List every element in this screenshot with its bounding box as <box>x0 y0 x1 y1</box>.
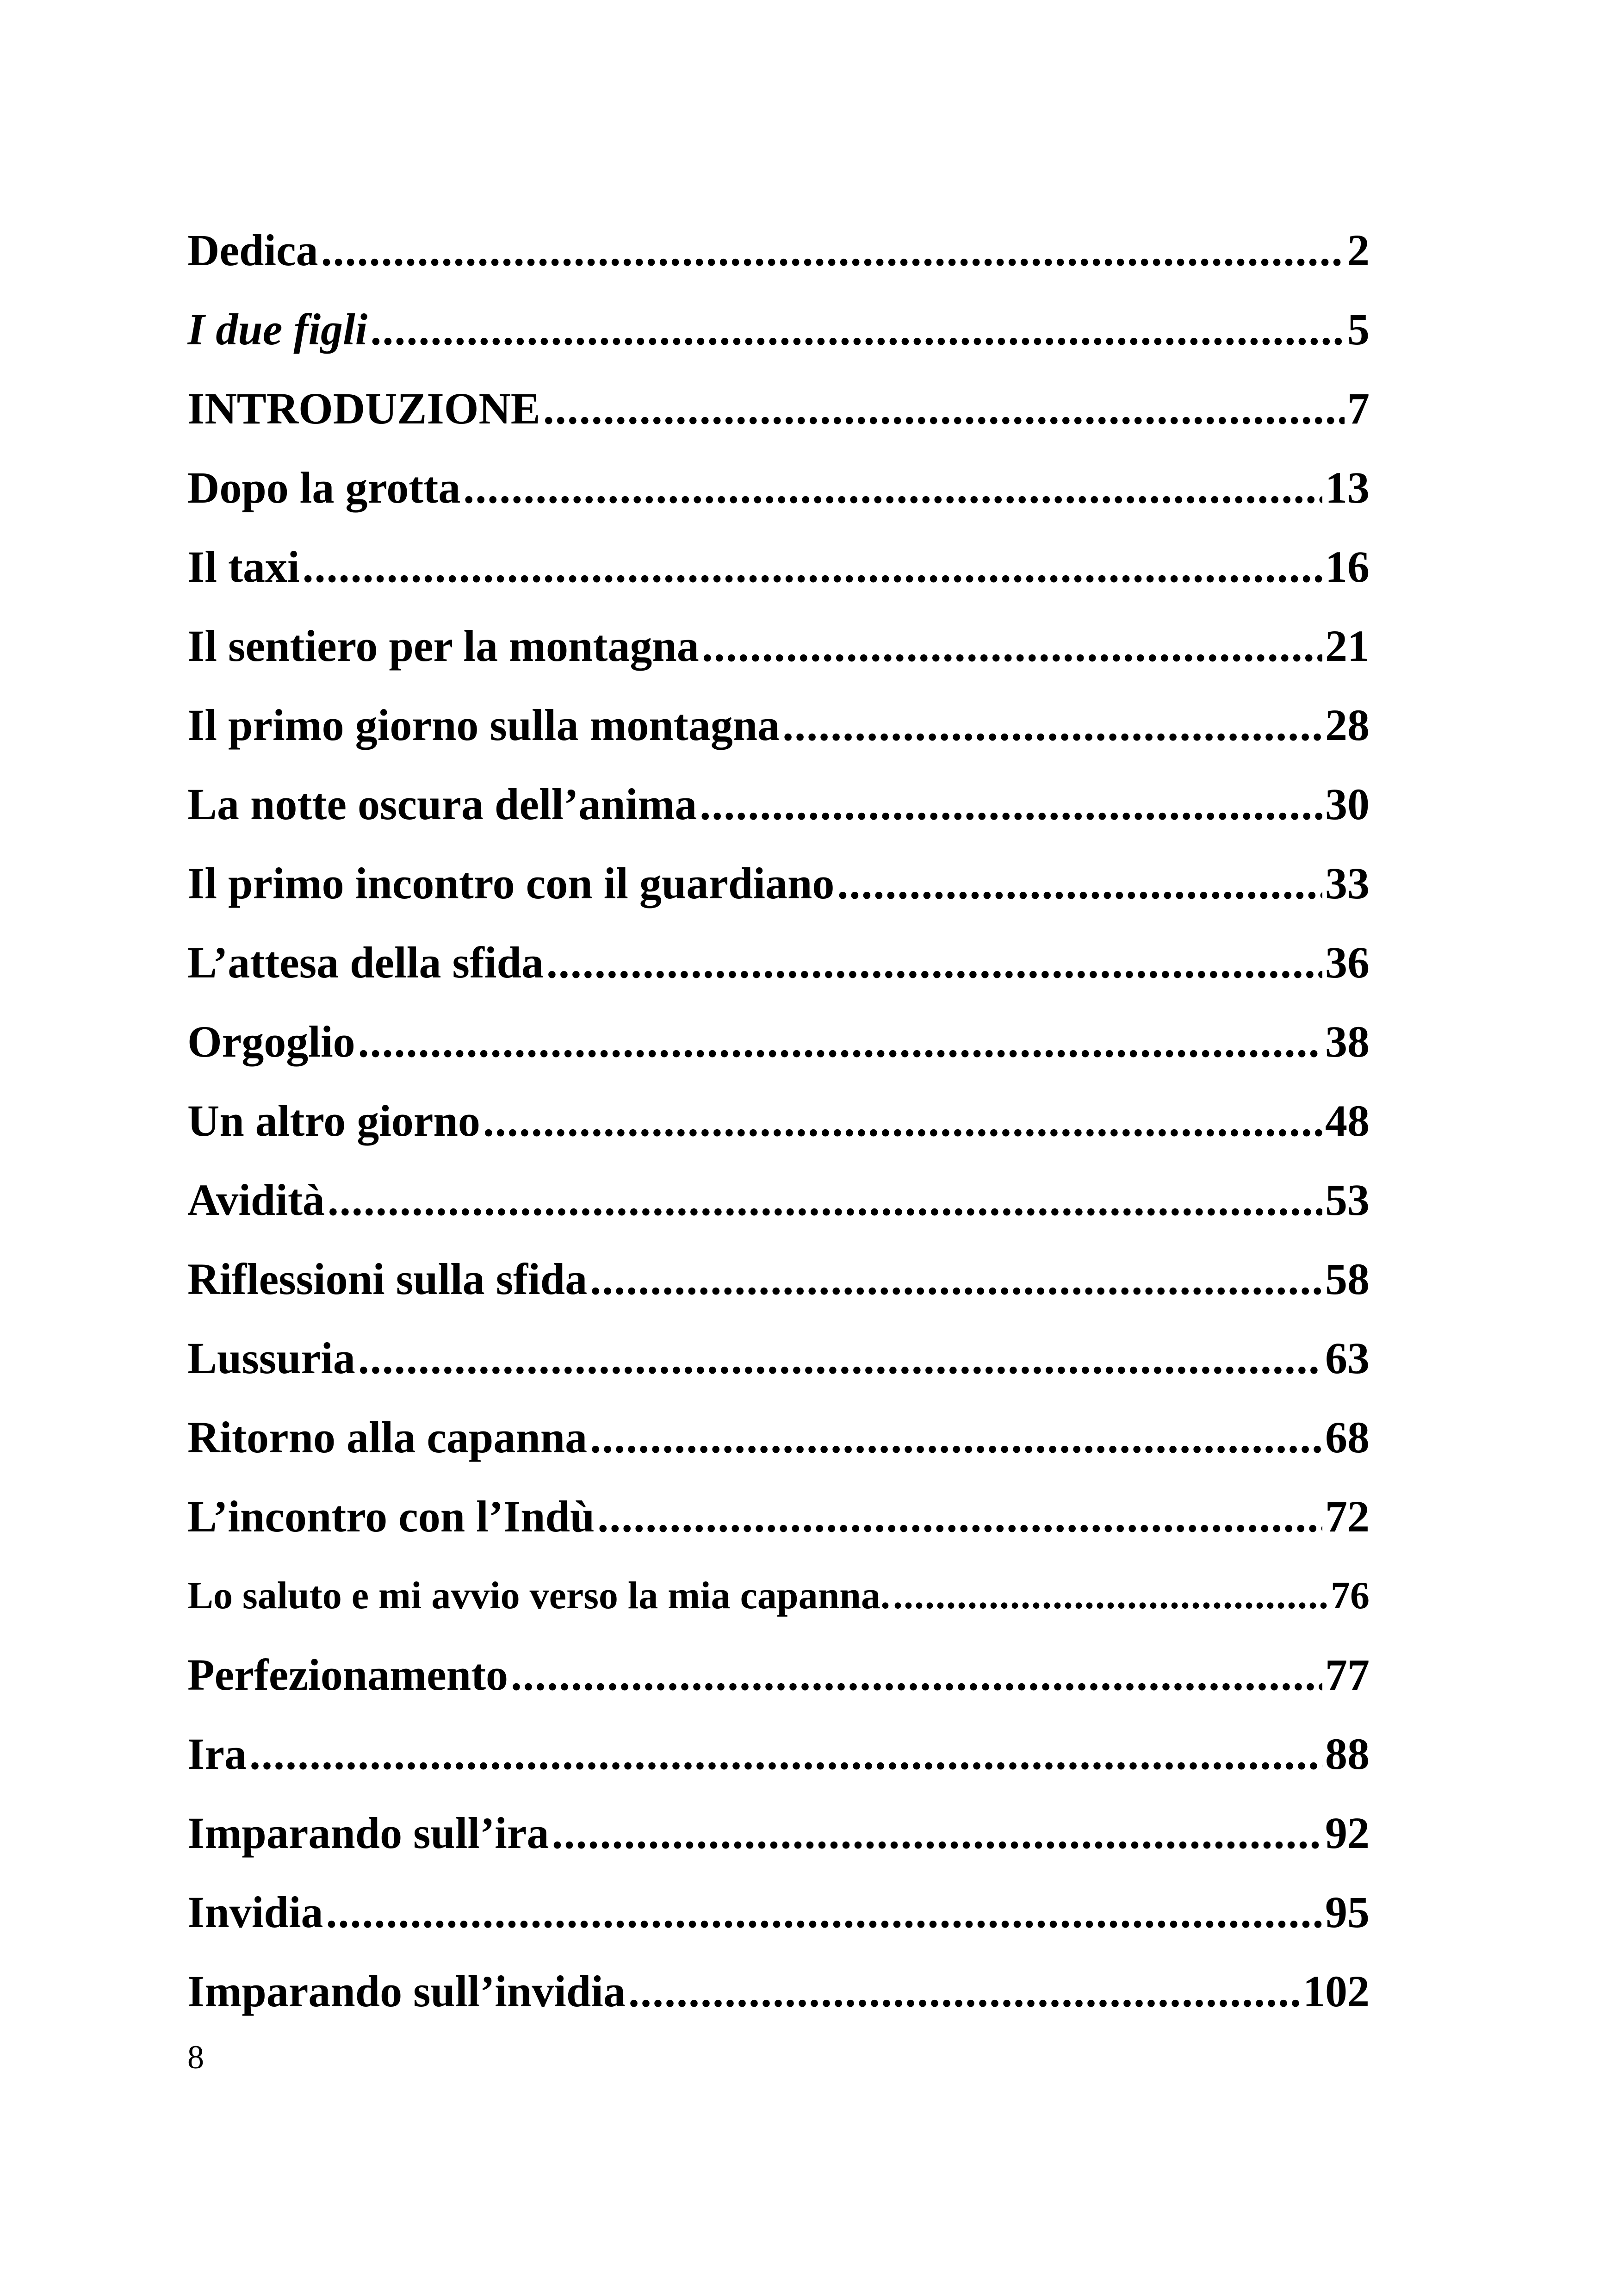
toc-entry-page: 30 <box>1325 779 1370 829</box>
toc-entry[interactable] <box>187 1002 1370 1081</box>
toc-entry-title: Il sentiero per la montagna <box>187 621 699 671</box>
toc-entry-page: 77 <box>1325 1650 1370 1699</box>
toc-entry[interactable] <box>187 290 1370 369</box>
toc-entry-title: L’attesa della sfida <box>187 938 544 987</box>
toc-entry-title: Invidia <box>187 1887 323 1937</box>
dot-leader <box>483 1081 1322 1160</box>
toc-entry-title: Imparando sull’invidia <box>187 1966 626 2016</box>
toc-entry-title: L’incontro con l’Indù <box>187 1492 595 1541</box>
toc-entry-title: Avidità <box>187 1175 325 1225</box>
toc-entry-page: 2 <box>1347 225 1370 275</box>
toc-entry-page: 76 <box>1331 1574 1370 1617</box>
toc-entry-page: 88 <box>1325 1729 1370 1779</box>
toc-entry-title: Lo saluto e mi avvio verso la mia capanna. <box>187 1574 891 1617</box>
toc-entry[interactable] <box>187 1477 1370 1556</box>
toc-entry-title: Un altro giorno <box>187 1096 480 1145</box>
dot-leader <box>303 527 1322 606</box>
dot-leader <box>782 685 1322 765</box>
toc-entry-title: Lussuria <box>187 1333 355 1383</box>
toc-entry-page: 72 <box>1325 1492 1370 1541</box>
toc-entry-title: I due figli <box>187 305 368 354</box>
dot-leader <box>358 1319 1322 1398</box>
toc-entry-title: La notte oscura dell’anima <box>187 779 697 829</box>
toc-entry-title: Orgoglio <box>187 1017 355 1066</box>
toc-entry[interactable] <box>187 606 1370 685</box>
toc-entry-page: 102 <box>1303 1966 1370 2016</box>
toc-entry-page: 38 <box>1325 1017 1370 1066</box>
toc-entry-page: 53 <box>1325 1175 1370 1225</box>
dot-leader <box>700 765 1322 844</box>
toc-entry[interactable] <box>187 1160 1370 1239</box>
toc-entry-page: 95 <box>1325 1887 1370 1937</box>
dot-leader <box>543 369 1345 448</box>
toc-entry-page: 21 <box>1325 621 1370 671</box>
toc-entry[interactable] <box>187 1714 1370 1793</box>
toc-entry-title: Dopo la grotta <box>187 463 461 512</box>
toc-entry-page: 33 <box>1325 859 1370 908</box>
toc-entry[interactable] <box>187 1952 1370 2031</box>
dot-leader <box>597 1477 1322 1556</box>
toc-entry-title: Ira <box>187 1729 247 1779</box>
toc-entry-title: Riflessioni sulla sfida <box>187 1254 588 1304</box>
toc-entry-page: 92 <box>1325 1808 1370 1858</box>
toc-entry-title: Perfezionamento <box>187 1650 508 1699</box>
toc-entry-page: 28 <box>1325 700 1370 750</box>
dot-leader <box>893 1556 1328 1635</box>
dot-leader <box>552 1793 1322 1873</box>
toc-entry[interactable] <box>187 685 1370 765</box>
page-number: 8 <box>187 2039 204 2076</box>
dot-leader <box>463 448 1322 527</box>
toc-entry-page: 5 <box>1347 305 1370 354</box>
dot-leader <box>546 923 1322 1002</box>
toc-entry[interactable] <box>187 211 1370 290</box>
toc-entry-title: Imparando sull’ira <box>187 1808 549 1858</box>
toc-entry[interactable] <box>187 1081 1370 1160</box>
dot-leader <box>702 606 1322 685</box>
toc-entry[interactable] <box>187 765 1370 844</box>
toc-entry[interactable] <box>187 448 1370 527</box>
toc-entry-page: 7 <box>1347 384 1370 433</box>
toc-entry-title: Il taxi <box>187 542 300 591</box>
toc-entry-page: 63 <box>1325 1333 1370 1383</box>
toc-entry[interactable] <box>187 1873 1370 1952</box>
toc-entry[interactable] <box>187 923 1370 1002</box>
toc-entry-page: 58 <box>1325 1254 1370 1304</box>
toc-entry-page: 16 <box>1325 542 1370 591</box>
toc-entry[interactable] <box>187 844 1370 923</box>
toc-entry[interactable] <box>187 1556 1370 1635</box>
toc-entry-page: 13 <box>1325 463 1370 512</box>
toc-entry-page: 48 <box>1325 1096 1370 1145</box>
toc-entry-title: Il primo giorno sulla montagna <box>187 700 780 750</box>
dot-leader <box>249 1714 1322 1793</box>
toc-entry-title: INTRODUZIONE <box>187 384 540 433</box>
toc-entry-page: 68 <box>1325 1412 1370 1462</box>
dot-leader <box>628 1952 1300 2031</box>
dot-leader <box>370 290 1345 369</box>
toc-entry[interactable] <box>187 1793 1370 1873</box>
dot-leader <box>511 1635 1322 1714</box>
dot-leader <box>328 1160 1322 1239</box>
dot-leader <box>326 1873 1322 1952</box>
toc-entry-title: Il primo incontro con il guardiano <box>187 859 835 908</box>
dot-leader <box>837 844 1322 923</box>
toc-entry[interactable] <box>187 369 1370 448</box>
toc-entry[interactable] <box>187 1239 1370 1319</box>
toc-entry-title: Dedica <box>187 225 318 275</box>
dot-leader <box>590 1239 1322 1319</box>
toc-entry[interactable] <box>187 1398 1370 1477</box>
dot-leader <box>590 1398 1322 1477</box>
toc-entry-page: 36 <box>1325 938 1370 987</box>
toc-entry[interactable] <box>187 527 1370 606</box>
dot-leader <box>358 1002 1322 1081</box>
toc-entry[interactable] <box>187 1319 1370 1398</box>
table-of-contents <box>187 211 1370 2031</box>
dot-leader <box>321 211 1345 290</box>
toc-entry[interactable] <box>187 1635 1370 1714</box>
toc-entry-title: Ritorno alla capanna <box>187 1412 588 1462</box>
